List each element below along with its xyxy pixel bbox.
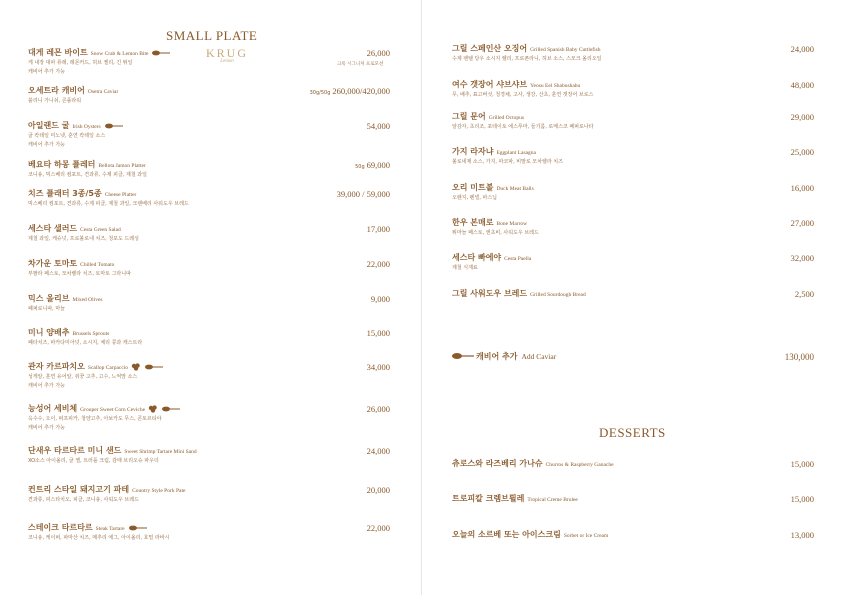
item-price: [367, 328, 390, 338]
item-description: 부팔라 페스토, 모차렐라 치즈, 토마토 그라니따: [28, 271, 131, 277]
item-name-ko: 아일랜드 굴: [28, 121, 70, 130]
item-price: [337, 189, 390, 199]
item-price-value: 29,000: [790, 112, 814, 122]
item-description: 게 내장 대파 퓨레, 레몬커드, 허브 젤리, 긴 튀일: [28, 60, 133, 66]
item-name-en: Duck Meat Balls: [496, 186, 534, 192]
item-name-en: Tropical Creme Brulee: [527, 497, 578, 503]
item-description: 볼로네제 소스, 가지, 파코파, 비말로 모차렐라 치즈: [452, 159, 563, 165]
item-description: 코니숑, 케이퍼, 파마산 치즈, 메추리 에그, 아이올리, 호밀 라바시: [28, 535, 170, 541]
item-description: 오렌지, 펜넬, 파스닙: [452, 195, 497, 201]
item-description: 블리니 가니쉬, 콘플라워: [28, 98, 82, 104]
item-name-ko: 그릴 문어: [452, 112, 486, 121]
item-name-en: Sorbet or Ice Cream: [563, 533, 609, 539]
item-name-ko: 차가운 토마토: [28, 259, 78, 268]
item-price: [791, 112, 814, 122]
item-price-value: 27,000: [790, 218, 814, 228]
item-price-value: 15,000: [790, 459, 814, 469]
item-price-value: 26,000: [366, 404, 390, 414]
item-price-value: 22,000: [366, 523, 390, 533]
spoon-icon: [162, 406, 180, 412]
spoon-icon: [129, 525, 147, 531]
item-description: 옥수수, 오이, 퍼프피카, 청양고추, 아보카도 무스, 콘토르티야: [28, 416, 162, 422]
item-price-value: 20,000: [366, 485, 390, 495]
item-name-en: Osetra Caviar: [87, 89, 119, 95]
item-note: 캐비어 추가 가능: [28, 383, 65, 389]
item-name-en: Churros & Raspberry Ganache: [545, 462, 614, 468]
spoon-icon: [152, 50, 170, 56]
item-price: [367, 121, 390, 131]
item-name-en: Cheese Platter: [104, 192, 137, 198]
item-name-en: Grilled Octopus: [488, 115, 524, 121]
item-size: 30g/50g: [309, 90, 331, 96]
item-price: [791, 530, 814, 540]
item-name-en: Chilled Tomato: [80, 262, 115, 268]
item-price: [367, 446, 390, 456]
item-price-value: 260,000/420,000: [332, 86, 390, 96]
item-price: [371, 294, 390, 304]
menu-item: [452, 44, 814, 64]
menu-item: [28, 189, 390, 209]
item-description: 수제 팬텔 당우 소시지 렐리, 프로폰라니, 허브 소스, 스모크 올리오일: [452, 56, 602, 62]
menu-item: [452, 218, 814, 238]
spoon-icon: [452, 352, 474, 360]
item-price-value: 24,000: [366, 446, 390, 456]
item-description: 굴 칵테일 미노넷, 훈연 칵테일 소스: [28, 133, 106, 139]
add-caviar-en: Add Caviar: [521, 352, 557, 361]
item-name-en: Irish Oysters: [72, 124, 101, 130]
item-price-value: 15,000: [366, 328, 390, 338]
item-description: 페퍼로니따, 마늘: [28, 306, 65, 312]
leaf-icon: [131, 363, 141, 371]
add-caviar-ko: 캐비어 추가: [476, 352, 518, 361]
menu-item: [28, 294, 390, 314]
item-price: [795, 289, 814, 299]
item-name-ko: 관자 카르파치오: [28, 362, 85, 371]
menu-item: [452, 289, 814, 300]
add-caviar-price: 130,000: [784, 352, 814, 362]
menu-item: [452, 459, 814, 470]
item-name-ko: 한우 본매로: [452, 218, 494, 227]
menu-item: [452, 253, 814, 273]
item-name-en: Grilled Spanish Baby Cuttlefish: [530, 47, 601, 53]
item-name-en: Grouper Sweet Corn Ceviche: [80, 407, 146, 413]
menu-item: [452, 530, 814, 541]
item-price: [791, 253, 814, 263]
item-name-en: Yeosu Eel Shabushabu: [530, 83, 581, 89]
item-name-ko: 믹스 올리브: [28, 294, 70, 303]
item-description: XO소스 아이올리, 굴 젤, 트러플 크림, 감태 브리오슈 파우더: [28, 458, 159, 464]
item-price-value: 13,000: [790, 530, 814, 540]
item-description: 튀마늘 페스토, 엔초비, 사워도우 브레드: [452, 230, 539, 236]
item-price: [367, 404, 390, 414]
item-price-value: 17,000: [366, 224, 390, 234]
item-price-value: 24,000: [790, 44, 814, 54]
item-name-en: Steak Tartare: [95, 526, 125, 532]
item-name-en: Country Style Pork Pate: [132, 488, 186, 494]
item-name-ko: 치즈 플래터 3종/5종: [28, 189, 102, 198]
spoon-icon: [145, 364, 163, 370]
item-description: 알감자, 초리조, 포테이토 에스푸마, 들기름, 로메스코 페퍼로나타: [452, 124, 594, 130]
item-description: 믹스베리 컴포트, 견과류, 수제 피클, 제철 과일, 크랜베리 사워도우 브레드: [28, 201, 189, 207]
menu-item: [452, 80, 814, 100]
menu-item: [28, 224, 390, 244]
item-name-ko: 베요타 하몽 플레터: [28, 160, 96, 169]
menu-item: [28, 404, 390, 433]
item-price: [367, 362, 390, 372]
item-price: [791, 494, 814, 504]
item-price: [791, 218, 814, 228]
item-price: [367, 259, 390, 269]
item-price: [367, 224, 390, 234]
item-name-ko: 오세트라 캐비어: [28, 86, 85, 95]
menu-item: [452, 112, 814, 132]
item-name-en: Mixed Olives: [72, 297, 103, 303]
item-name-ko: 여수 갯장어 샤브샤브: [452, 80, 528, 89]
item-price-value: 2,500: [794, 289, 814, 299]
item-size: 50g: [355, 164, 365, 170]
item-name-en: Brussels Sprouts: [72, 331, 110, 337]
item-note: 캐비어 추가 가능: [28, 425, 65, 431]
item-name-en: Sweet Shrimp Tartare Mini Sand: [124, 449, 197, 455]
small-plate-title: SMALL PLATE: [166, 28, 258, 43]
item-price: [367, 485, 390, 495]
menu-item: [28, 48, 390, 77]
item-price: [367, 48, 390, 58]
spoon-icon: [105, 123, 123, 129]
item-name-en: Cesta Paella: [504, 256, 532, 262]
item-name-en: Bellota Jamon Platter: [98, 163, 146, 169]
item-price-value: 34,000: [366, 362, 390, 372]
item-name-en: Snow Crab & Lemon Bite: [90, 51, 149, 57]
item-description: 견과류, 피스타치오, 피클, 코니숑, 사워도우 브레드: [28, 497, 139, 503]
item-description: 무, 배추, 표고버섯, 청경채, 고사, 생강, 산초, 훈연 갯장어 브로스: [452, 92, 594, 98]
item-price-value: 22,000: [366, 259, 390, 269]
item-price-value: 26,000: [366, 48, 390, 58]
item-description: 페타치즈, 파카다미아넛, 소시지, 체리 콩과 캐스트라: [28, 340, 143, 346]
menu-item: [28, 121, 390, 150]
item-description: 제철 식재료: [452, 265, 478, 271]
item-name-en: Bone Marrow: [496, 221, 528, 227]
item-price-value: 69,000: [366, 160, 390, 170]
menu-item: [28, 362, 390, 391]
item-note: 캐비어 추가 가능: [28, 69, 65, 75]
leaf-icon: [148, 405, 158, 413]
item-note: 캐비어 추가 가능: [28, 142, 65, 148]
item-name-ko: 능성어 세비체: [28, 404, 78, 413]
item-price: [791, 147, 814, 157]
item-name-ko: 그릴 사워도우 브레드: [452, 289, 528, 298]
item-name-ko: 트로피칼 크렘브륄레: [452, 494, 525, 503]
item-name-ko: 츄로스와 라즈베리 가나슈: [452, 459, 543, 468]
menu-item: [28, 328, 390, 348]
item-price: [310, 86, 390, 96]
item-name-en: Eggplant Lasagna: [496, 150, 536, 156]
menu-item: [452, 183, 814, 203]
item-name-ko: 오리 미트볼: [452, 183, 494, 192]
menu-item: [28, 160, 390, 180]
item-price: [791, 44, 814, 54]
item-name-en: Scallop Carpaccio: [87, 365, 129, 371]
menu-item: [28, 259, 390, 279]
item-price-value: 25,000: [790, 147, 814, 157]
item-price: [367, 523, 390, 533]
item-name-ko: 세스타 샐러드: [28, 224, 78, 233]
item-name-en: Cesta Green Salad: [80, 227, 121, 233]
item-price: [791, 183, 814, 193]
item-description: 코니숑, 믹스베리 컴포트, 견과류, 수제 피클, 제철 과일: [28, 172, 147, 178]
item-name-en: Grilled Sourdough Bread: [530, 292, 586, 298]
menu-item: [28, 446, 390, 466]
item-name-ko: 컨트리 스타일 돼지고기 파테: [28, 485, 130, 494]
item-name-ko: 대게 레몬 바이트: [28, 48, 88, 57]
item-price-value: 39,000 / 59,000: [336, 189, 390, 199]
krug-logo: KRUG Lemon: [205, 46, 248, 64]
item-name-ko: 그릴 스페인산 오징어: [452, 44, 528, 53]
item-price: [791, 80, 814, 90]
item-name-ko: 세스타 빠에야: [452, 253, 502, 262]
page-divider: [421, 0, 422, 595]
item-price-value: 9,000: [370, 294, 390, 304]
krug-promo-note: 크룩 시그니처 프로모션: [337, 62, 384, 67]
item-price: [355, 160, 390, 170]
menu-item: [452, 494, 814, 505]
item-price: [791, 459, 814, 469]
item-price-value: 15,000: [790, 494, 814, 504]
item-price-value: 32,000: [790, 253, 814, 263]
desserts-title: DESSERTS: [599, 425, 666, 440]
menu-item: [28, 86, 390, 106]
item-price-value: 48,000: [790, 80, 814, 90]
item-name-ko: 가지 라자냐: [452, 147, 494, 156]
item-price-value: 16,000: [790, 183, 814, 193]
menu-item: [28, 523, 390, 543]
item-price-value: 54,000: [366, 121, 390, 131]
item-description: 성게알, 훈연 유어알, 쥐꿍 고추, 고수, 느억맘 소스: [28, 374, 138, 380]
item-description: 제철 과일, 케슈넛, 프로볼로네 치즈, 청포도 드레싱: [28, 236, 139, 242]
item-name-ko: 단새우 타르타르 미니 샌드: [28, 446, 122, 455]
menu-item: [452, 147, 814, 167]
menu-item: [28, 485, 390, 505]
item-name-ko: 오늘의 소르베 또는 아이스크림: [452, 530, 561, 539]
item-name-ko: 스테이크 타르타르: [28, 523, 93, 532]
item-name-ko: 미니 양배추: [28, 328, 70, 337]
